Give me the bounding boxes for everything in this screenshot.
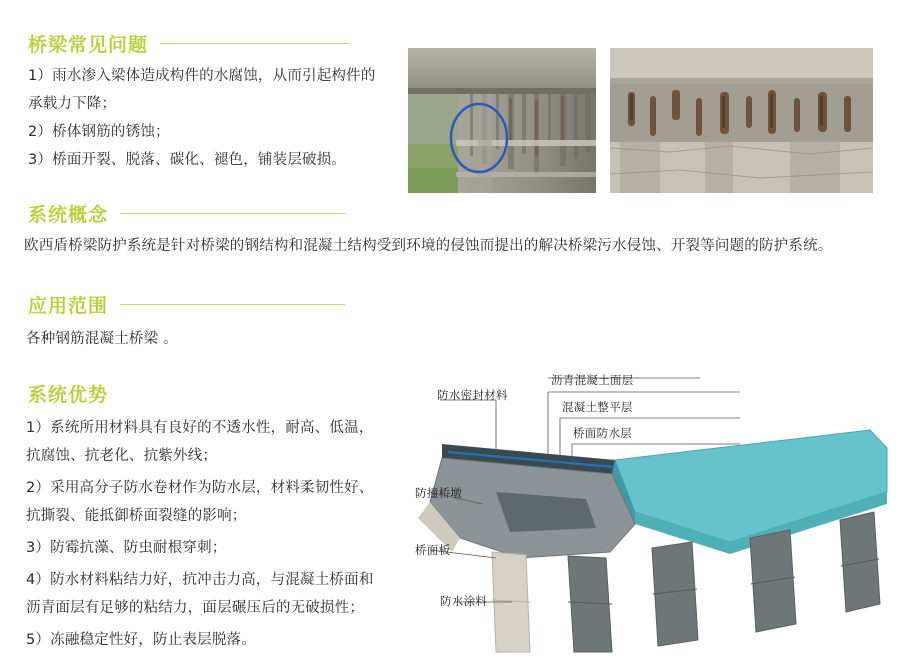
section-title-scope: 应用范围	[28, 295, 109, 317]
section-heading-problems	[28, 30, 388, 57]
section-heading-advantages	[28, 380, 388, 407]
diagram-label-leveling-layer: 混凝土整平层	[562, 400, 633, 414]
list-item: 1）雨水渗入梁体造成构件的水腐蚀，从而引起构件的承载力下降；	[28, 68, 376, 112]
diagram-label-deck-waterproof-layer: 桥面防水层	[573, 426, 632, 440]
advantages-list	[26, 414, 381, 658]
scope-text: 各种钢筋混凝土桥梁 。	[26, 331, 178, 347]
list-item: 5）冻融稳定性好，防止表层脱落。	[26, 632, 256, 648]
list-item: 3）防霉抗藻、防虫耐根穿刺；	[26, 540, 227, 556]
bridge-concrete-stain-photo	[610, 48, 873, 193]
section-title-advantages: 系统优势	[28, 384, 109, 406]
list-item: 2）桥体钢筋的锈蚀；	[28, 124, 170, 140]
problems-list	[28, 62, 378, 174]
diagram-label-deck-slab: 桥面板	[415, 543, 451, 557]
list-item: 2）采用高分子防水卷材作为防水层，材料柔韧性好、抗撕裂、能抵御桥面裂缝的影响；	[26, 480, 374, 524]
section-title-concept: 系统概念	[28, 204, 109, 226]
section-title-problems: 桥梁常见问题	[28, 34, 149, 56]
list-item: 4）防水材料粘结力好，抗冲击力高，与混凝土桥面和沥青面层有足够的粘结力，面层碾压后的无破损性；	[26, 572, 374, 616]
diagram-label-asphalt-surface: 沥青混凝土面层	[551, 373, 634, 387]
heading-rule	[120, 304, 345, 305]
heading-rule	[160, 43, 350, 44]
diagram-label-waterproof-coating: 防水涂料	[440, 594, 488, 608]
section-heading-scope	[28, 291, 388, 318]
section-heading-concept	[28, 200, 388, 227]
diagram-label-anti-collision-pier: 防撞桥墩	[415, 486, 463, 500]
heading-rule	[120, 213, 345, 214]
list-item: 1）系统所用材料具有良好的不透水性，耐高、低温，抗腐蚀、抗老化、抗紫外线；	[26, 420, 374, 464]
bridge-underside-corrosion-photo	[408, 48, 596, 193]
diagram-label-sealing-material: 防水密封材料	[437, 388, 508, 402]
concept-text: 欧西盾桥梁防护系统是针对桥梁的钢结构和混凝土结构受到环境的侵蚀而提出的解决桥梁污水侵蚀、开裂等问题的防护系统。	[24, 238, 833, 254]
list-item: 3）桥面开裂、脱落、碳化、褪色，铺装层破损。	[28, 152, 347, 168]
